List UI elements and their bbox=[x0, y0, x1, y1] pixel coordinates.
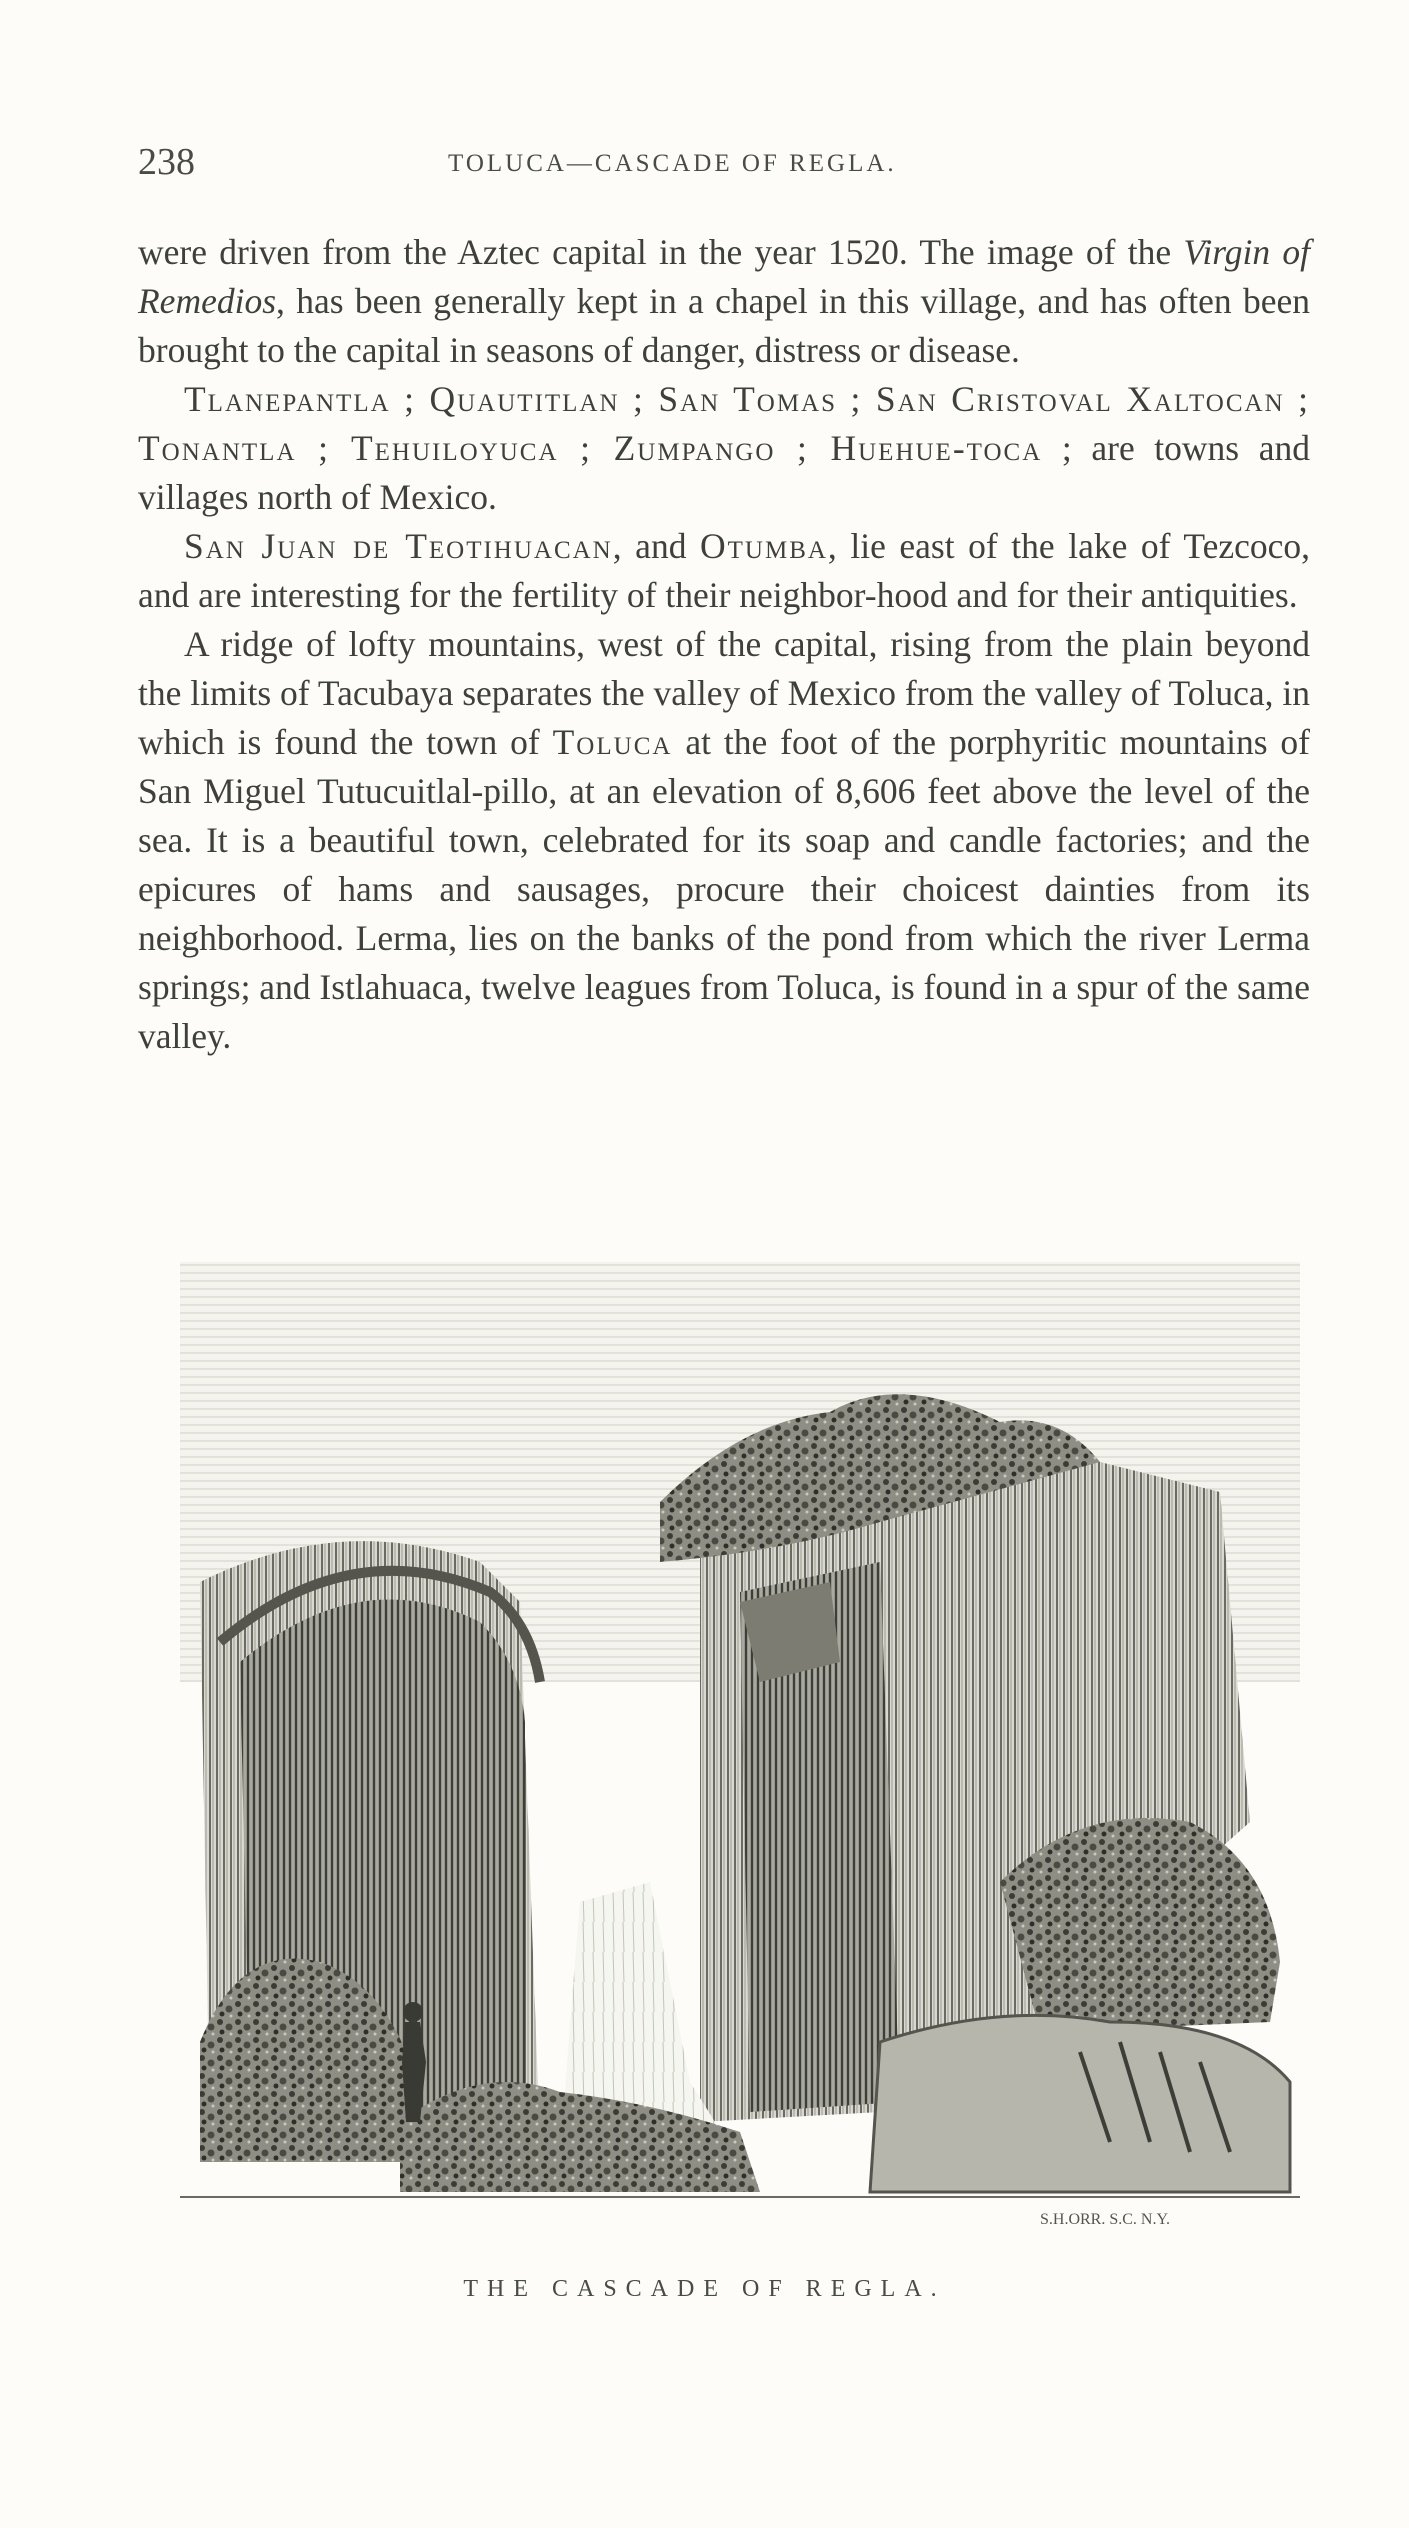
fallen-columns-rocks bbox=[870, 2015, 1290, 2192]
virgin-of-remedios-italic: Virgin of Remedios bbox=[138, 232, 1310, 321]
running-title: TOLUCA—CASCADE OF REGLA. bbox=[448, 150, 897, 177]
paragraph-3-text-mid: , and bbox=[612, 526, 700, 566]
toluca-small-caps: Toluca bbox=[552, 722, 673, 762]
paragraph-1 bbox=[138, 228, 1310, 375]
right-bush bbox=[1000, 1818, 1280, 2032]
paragraph-3 bbox=[138, 522, 1310, 620]
paragraph-4-text-b: at the foot of the porphyritic mountains of San Miguel Tutucuitlal-pillo, at an elevation of 8,606 feet above the level of the sea. It is a beautiful town, celebrated for its soap and candle factories; and the epicures of hams and sausages, procure their choicest dainties from its neighborhood. Lerma, lies on the banks of the pond from which the river Lerma springs; and Istlahuaca, twelve leagues from Toluca, is found in a spur of the same valley. bbox=[138, 722, 1310, 1056]
teotihuacan-small-caps: San Juan de Teotihuacan bbox=[184, 526, 613, 566]
running-head bbox=[138, 140, 1318, 190]
paragraph-4 bbox=[138, 620, 1310, 1061]
page-number: 238 bbox=[138, 141, 195, 183]
figure-caption: THE CASCADE OF REGLA. bbox=[463, 2276, 946, 2302]
paragraph-2-text: ; are towns and villages north of Mexico. bbox=[138, 428, 1310, 517]
body-text bbox=[138, 228, 1310, 1061]
paragraph-1-text-a: were driven from the Aztec capital in the year 1520. The image of the bbox=[138, 232, 1184, 272]
paragraph-3-text: , lie east of the lake of Tezcoco, and are interesting for the fertility of their neighbor-hood and for their antiquities. bbox=[138, 526, 1310, 615]
paragraph-2 bbox=[138, 375, 1310, 522]
paragraph-4-text-a: A ridge of lofty mountains, west of the capital, rising from the plain beyond the limits of Tacubaya separates the valley of Mexico from the valley of Toluca, in which is found the town of bbox=[138, 624, 1310, 762]
paragraph-1-text-b: , has been generally kept in a chapel in this village, and has often been brought to the capital in seasons of danger, distress or disease. bbox=[138, 281, 1310, 370]
otumba-small-caps: Otumba bbox=[700, 526, 828, 566]
engraver-signature: S.H.ORR. S.C. N.Y. bbox=[1040, 2211, 1170, 2228]
cascade-engraving bbox=[180, 1262, 1300, 2252]
town-names-small-caps: Tlanepantla ; Quautitlan ; San Tomas ; San Cristoval Xaltocan ; Tonantla ; Tehuiloyuca ; Zumpango ; Huehue-toca bbox=[138, 379, 1310, 468]
figure-head bbox=[403, 2002, 423, 2022]
